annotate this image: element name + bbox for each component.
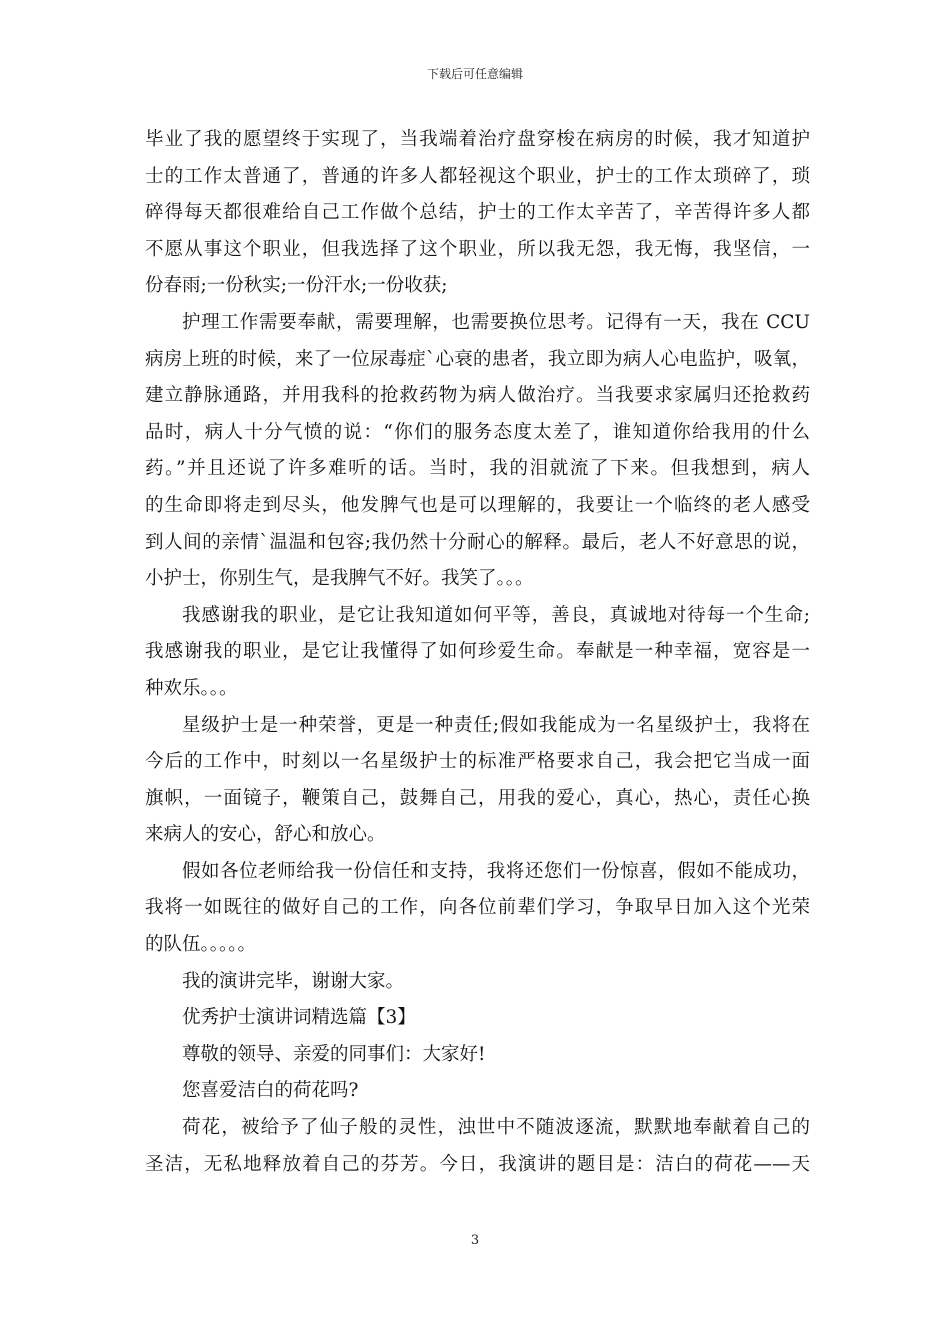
text-line: 您喜爱洁白的荷花吗? [182, 1080, 359, 1102]
paragraph [145, 1073, 810, 1110]
text-line: 碎得每天都很难给自己工作做个总结，护士的工作太辛苦了，辛苦得许多人都 [145, 202, 810, 224]
paragraph [145, 1110, 810, 1183]
text-line: 份春雨;一份秋实;一份汗水;一份收获; [145, 275, 448, 297]
text-line: 小护士，你别生气，是我脾气不好。我笑了。。。 [145, 568, 534, 590]
text-line: 我感谢我的职业，是它让我懂得了如何珍爱生命。奉献是一种幸福，宽容是一 [145, 641, 810, 663]
text-line: 药。”并且还说了许多难听的话。当时，我的泪就流了下来。但我想到，病人 [145, 458, 810, 480]
paragraph [145, 1037, 810, 1074]
paragraph [145, 964, 810, 1001]
text-line: 建立静脉通路，并用我科的抢救药物为病人做治疗。当我要求家属归还抢救药 [145, 385, 810, 407]
page-number: 3 [470, 1233, 480, 1248]
document-body [145, 122, 810, 1183]
text-line: 士的工作太普通了，普通的许多人都轻视这个职业，护士的工作太琐碎了，琐 [145, 165, 810, 187]
text-line: 毕业了我的愿望终于实现了，当我端着治疗盘穿梭在病房的时候，我才知道护 [145, 129, 810, 150]
text-line: 我的演讲完毕，谢谢大家。 [182, 970, 405, 992]
text-line: 品时，病人十分气愤的说：“你们的服务态度太差了，谁知道你给我用的什么 [145, 421, 810, 443]
text-line: 种欢乐。。。 [145, 677, 238, 699]
text-line: 今后的工作中，时刻以一名星级护士的标准严格要求自己，我会把它当成一面 [145, 751, 810, 773]
paragraph [145, 708, 810, 854]
text-line: 荷花，被给予了仙子般的灵性，浊世中不随波逐流，默默地奉献着自己的 [182, 1117, 810, 1139]
text-line: 不愿从事这个职业，但我选择了这个职业，所以我无怨，我无悔，我坚信，一 [145, 238, 810, 260]
paragraph [145, 1000, 810, 1037]
text-line: 星级护士是一种荣誉，更是一种责任;假如我能成为一名星级护士，我将在 [182, 714, 810, 736]
text-line: 旗帜，一面镜子，鞭策自己，鼓舞自己，用我的爱心，真心，热心，责任心换 [145, 787, 810, 809]
text-line: 病房上班的时候，来了一位尿毒症`心衰的患者，我立即为病人心电监护，吸氧， [145, 348, 810, 370]
paragraph [145, 598, 810, 708]
text-line: 我感谢我的职业，是它让我知道如何平等，善良，真诚地对待每一个生命; [182, 604, 810, 626]
text-line: 护理工作需要奉献，需要理解，也需要换位思考。记得有一天，我在 CCU [182, 311, 810, 333]
text-line: 圣洁，无私地释放着自己的芬芳。今日，我演讲的题目是：洁白的荷花——天 [145, 1153, 810, 1175]
text-line: 来病人的安心，舒心和放心。 [145, 824, 386, 846]
paragraph [145, 854, 810, 964]
text-line: 的生命即将走到尽头，他发脾气也是可以理解的，我要让一个临终的老人感受 [145, 494, 810, 516]
text-line: 假如各位老师给我一份信任和支持，我将还您们一份惊喜，假如不能成功， [182, 860, 810, 882]
text-line: 的队伍。。。。。 [145, 934, 257, 956]
text-line: 尊敬的领导、亲爱的同事们：大家好! [182, 1043, 486, 1065]
paragraph [145, 305, 810, 598]
text-line: 优秀护士演讲词精选篇【3】 [182, 1007, 416, 1029]
text-line: 我将一如既往的做好自己的工作，向各位前辈们学习，争取早日加入这个光荣 [145, 897, 810, 919]
text-line: 到人间的亲情`温温和包容;我仍然十分耐心的解释。最后，老人不好意思的说， [145, 531, 810, 553]
paragraph [145, 122, 810, 305]
page-header: 下载后可任意编辑 [426, 67, 523, 81]
